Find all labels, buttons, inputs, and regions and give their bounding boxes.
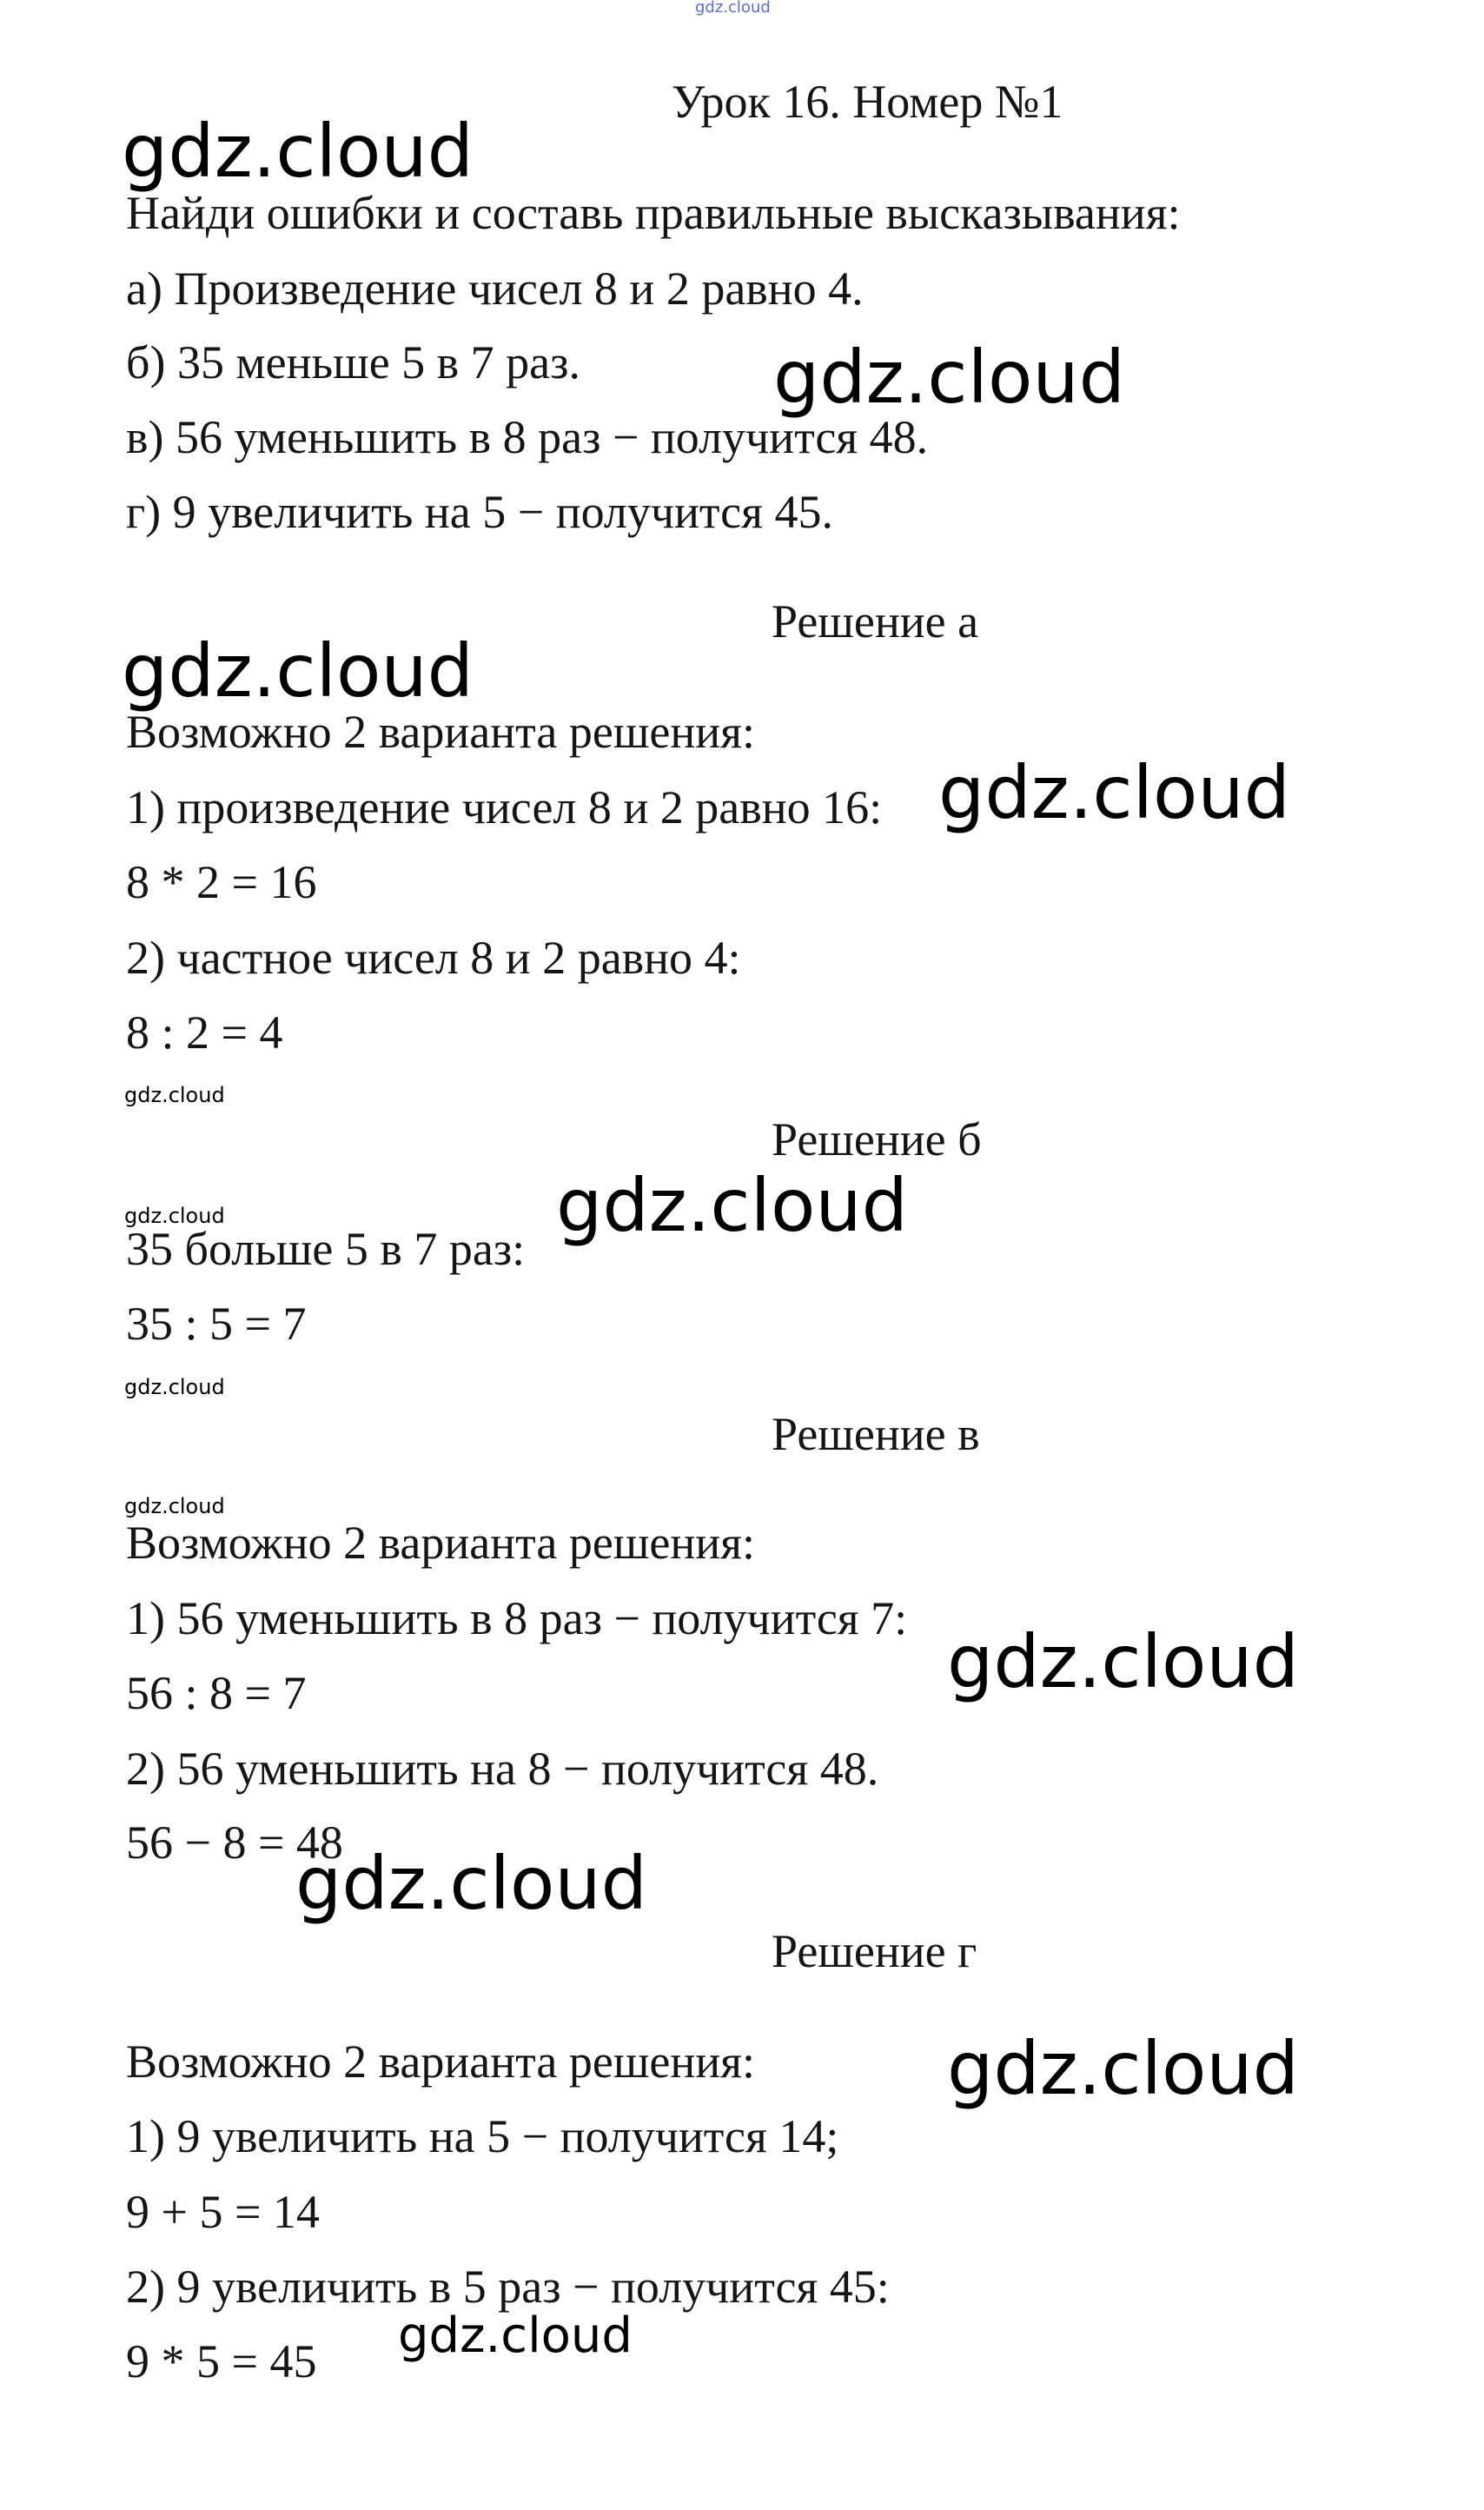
watermark-large: gdz.cloud xyxy=(947,2026,1299,2111)
solution-g-line: 9 * 5 = 45 xyxy=(126,2335,317,2387)
task-item-g: г) 9 увеличить на 5 − получится 45. xyxy=(126,486,833,538)
solution-g-line: 1) 9 увеличить на 5 − получится 14; xyxy=(126,2110,839,2162)
solution-v-line: 2) 56 уменьшить на 8 − получится 48. xyxy=(126,1743,879,1795)
task-item-b: б) 35 меньше 5 в 7 раз. xyxy=(126,336,580,388)
watermark-large: gdz.cloud xyxy=(122,109,474,194)
solution-v-line: 56 : 8 = 7 xyxy=(126,1667,307,1719)
watermark-small: gdz.cloud xyxy=(124,1204,225,1228)
solution-g-line: 9 + 5 = 14 xyxy=(126,2186,320,2238)
watermark-large: gdz.cloud xyxy=(773,335,1125,420)
watermark-top: gdz.cloud xyxy=(695,0,771,17)
solution-b-heading: Решение б xyxy=(772,1113,982,1165)
solution-g-line: Возможно 2 варианта решения: xyxy=(126,2035,756,2088)
page-title: Урок 16. Номер №1 xyxy=(672,76,1063,128)
watermark-large: gdz.cloud xyxy=(295,1841,647,1926)
solution-a-line: 8 : 2 = 4 xyxy=(126,1006,283,1059)
solution-v-line: 56 − 8 = 48 xyxy=(126,1816,343,1869)
watermark-small: gdz.cloud xyxy=(124,1494,225,1518)
watermark-large: gdz.cloud xyxy=(938,750,1290,835)
watermark-small: gdz.cloud xyxy=(124,1083,225,1107)
task-item-v: в) 56 уменьшить в 8 раз − получится 48. xyxy=(126,411,929,463)
solution-v-line: 1) 56 уменьшить в 8 раз − получится 7: xyxy=(126,1592,908,1644)
watermark-medium: gdz.cloud xyxy=(398,2307,633,2364)
watermark-small: gdz.cloud xyxy=(124,1375,225,1399)
watermark-large: gdz.cloud xyxy=(556,1163,908,1248)
solution-g-heading: Решение г xyxy=(772,1925,977,1977)
solution-v-line: Возможно 2 варианта решения: xyxy=(126,1517,756,1569)
watermark-large: gdz.cloud xyxy=(122,628,474,714)
solution-a-heading: Решение а xyxy=(772,595,979,647)
task-item-a: а) Произведение чисел 8 и 2 равно 4. xyxy=(126,262,864,315)
solution-a-line: 2) частное чисел 8 и 2 равно 4: xyxy=(126,932,741,984)
watermark-large: gdz.cloud xyxy=(947,1619,1299,1704)
solution-g-line: 2) 9 увеличить в 5 раз − получится 45: xyxy=(126,2261,890,2313)
solution-a-line: Возможно 2 варианта решения: xyxy=(126,706,756,758)
task-prompt: Найди ошибки и составь правильные высказывания: xyxy=(126,187,1181,239)
solution-v-heading: Решение в xyxy=(772,1408,980,1460)
solution-b-line: 35 : 5 = 7 xyxy=(126,1298,307,1350)
solution-b-line: 35 больше 5 в 7 раз: xyxy=(126,1223,526,1275)
solution-a-line: 8 * 2 = 16 xyxy=(126,856,317,908)
solution-a-line: 1) произведение чисел 8 и 2 равно 16: xyxy=(126,781,883,833)
